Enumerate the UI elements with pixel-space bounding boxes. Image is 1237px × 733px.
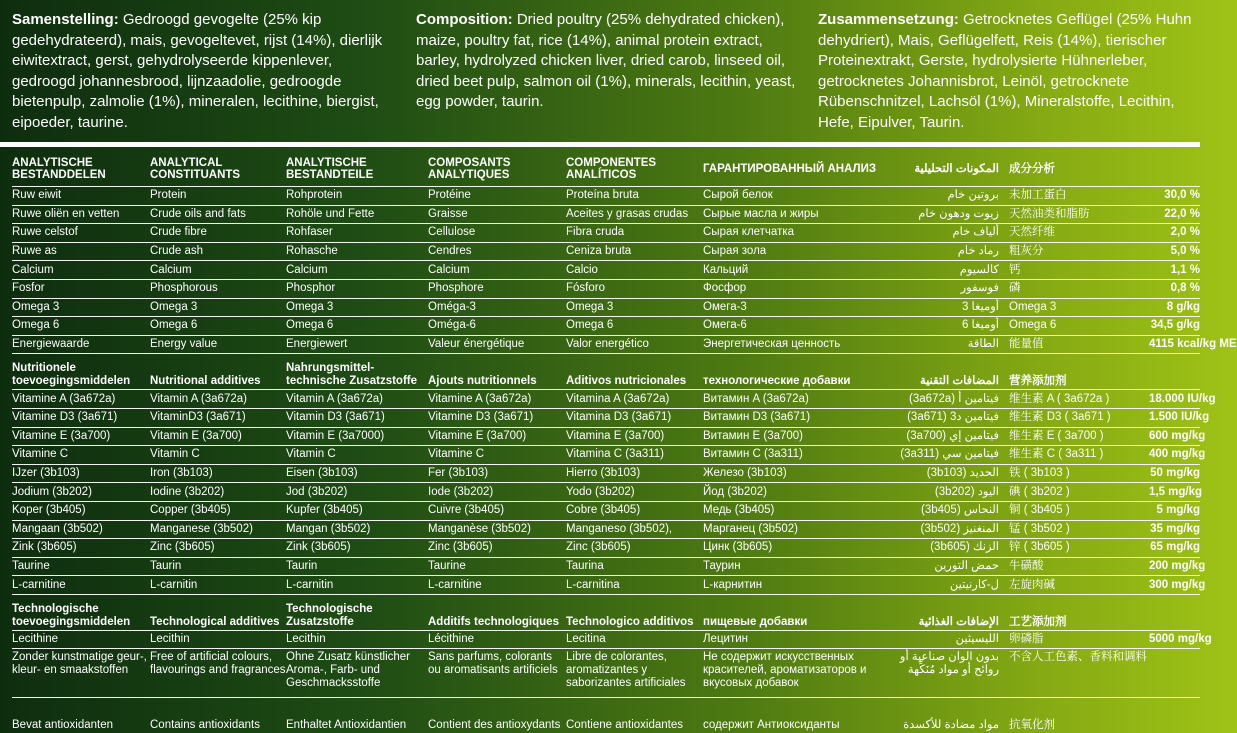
table-cell: Omega 6 [150, 319, 198, 332]
table-row [12, 630, 1212, 649]
table-cell: Lecithin [150, 633, 190, 646]
table-cell: فيتامين إي (3a700) [906, 429, 999, 442]
table-cell: حمض التورين [934, 559, 999, 572]
table-cell: Lecithine [12, 633, 59, 646]
table-cell: رماد خام [957, 245, 999, 258]
table-cell: Protein [150, 189, 187, 202]
table-cell: 成分分析 [1009, 163, 1055, 175]
table-cell: Protéine [428, 189, 471, 202]
table-cell: Медь (3b405) [703, 504, 775, 517]
table-row [12, 538, 1200, 557]
table-cell: المنغنيز (3b502) [920, 522, 999, 535]
table-cell: 300 mg/kg [1149, 578, 1206, 591]
table-cell: Ajouts nutritionnels [428, 375, 537, 388]
table-cell: 抗氧化剂 [1009, 719, 1055, 732]
table-cell: Technological additives [150, 615, 280, 628]
table-cell: Oméga-6 [428, 319, 476, 332]
table-cell: فيتامين د3 (3a671) [907, 411, 999, 424]
table-cell: 营养添加剂 [1009, 375, 1067, 388]
table-cell: Omega 6 [12, 319, 60, 332]
table-cell: 400 mg/kg [1149, 448, 1206, 461]
table-cell: Rohöle und Fette [286, 207, 375, 220]
table-cell: Сырая клетчатка [703, 226, 795, 239]
table-cell: 1,1 % [1170, 263, 1200, 276]
table-cell: Free of artificial colours, flavourings and fragrances [150, 651, 286, 677]
table-row [12, 205, 1200, 224]
table-cell: Omega 6 [286, 319, 334, 332]
table-cell: Vitamine D3 (3a671) [428, 411, 534, 424]
table-cell: 8 g/kg [1166, 300, 1200, 313]
table-cell: Additifs technologiques [428, 615, 559, 628]
table-cell: Calcium [12, 263, 54, 276]
table-cell: زيوت ودهون خام [918, 207, 999, 220]
table-cell: 2,0 % [1170, 226, 1200, 239]
table-cell: 0,8 % [1170, 282, 1200, 295]
table-cell: Jod (3b202) [286, 485, 348, 498]
table-cell: اليود (3b202) [934, 485, 999, 498]
table-cell: Energiewert [286, 338, 348, 351]
table-cell: Contiene antioxidantes [566, 719, 683, 732]
table-cell: Taurina [566, 559, 604, 572]
table-cell: فوسفور [960, 282, 999, 295]
table-cell: Enthaltet Antioxidantien [286, 719, 407, 732]
table-cell: كالسيوم [959, 263, 999, 276]
table-row [12, 557, 1206, 576]
table-cell: Сырая зола [703, 245, 767, 258]
table-cell: 未加工蛋白 [1009, 189, 1067, 202]
table-cell: Zonder kunstmatige geur-, kleur- en smaakstoffen [12, 651, 147, 677]
table-cell: 200 mg/kg [1149, 559, 1206, 572]
table-cell: 5000 mg/kg [1149, 633, 1212, 646]
table-cell: Technologische Zusatzstoffe [286, 602, 373, 628]
table-cell: Витамин C (3a311) [703, 448, 803, 461]
table-cell: Vitamine E (3a700) [12, 429, 111, 442]
table-cell: Libre de colorantes, aromatizantes y saborizantes artificiales [566, 651, 686, 690]
table-cell: 钙 [1009, 263, 1021, 276]
table-cell: Ruw eiwit [12, 189, 62, 202]
table-cell: Rohprotein [286, 189, 343, 202]
table-cell: Iodine (3b202) [150, 485, 225, 498]
table-cell: Hierro (3b103) [566, 467, 641, 480]
table-cell: Taurine [428, 559, 466, 572]
table-cell: Calcium [150, 263, 192, 276]
table-cell: Nutritional additives [150, 375, 261, 388]
table-cell: 5 mg/kg [1156, 504, 1200, 517]
table-cell: Omega 6 [1009, 319, 1057, 332]
table-cell: الزنك (3b605) [930, 541, 999, 554]
table-row [12, 316, 1200, 335]
table-cell: Koper (3b405) [12, 504, 86, 517]
table-cell: النحاس (3b405) [921, 504, 999, 517]
table-cell: Phosphor [286, 282, 336, 295]
table-cell: Vitamina C (3a311) [566, 448, 665, 461]
table-cell: 粗灰分 [1009, 245, 1044, 258]
table-cell: Энергетическая ценность [703, 338, 841, 351]
table-cell: أوميغا 6 [961, 319, 999, 332]
composition-nl-text: Gedroogd gevogelte (25% kip gedehydrateerd), mais, gevogeltevet, rijst (14%), dierlijk eiwitextract, gerst, gehydrolyseerde kippenlever, gedroogd johannesbrood, lijnzaadolie, gedroogde bietenpulp, zalmolie (1%), mineralen, lecithine, biergist, eipoeder, taurine. [12, 11, 383, 131]
table-cell: VitaminD3 (3a671) [150, 411, 246, 424]
table-row [12, 575, 1206, 594]
table-cell: Vitamin A (3a672a) [286, 392, 383, 405]
table-row [12, 279, 1200, 298]
table-cell: Mangan (3b502) [286, 522, 371, 535]
table-cell: 30,0 % [1164, 189, 1200, 202]
table-cell: Phosphore [428, 282, 484, 295]
composition-de [818, 10, 1198, 133]
section-header-row [12, 594, 1200, 630]
table-cell: Ohne Zusatz künstlicher Aroma-, Farb- und Geschmacksstoffe [286, 651, 411, 690]
table-cell: Omega 3 [286, 300, 334, 313]
table-cell: Железо (3b103) [703, 467, 787, 480]
table-row [12, 648, 1200, 697]
table-row [12, 520, 1200, 539]
table-row [12, 408, 1210, 427]
table-cell: Copper (3b405) [150, 504, 231, 517]
table-cell: Zinc (3b605) [566, 541, 631, 554]
table-cell: Valeur énergétique [428, 338, 525, 351]
table-cell: Vitamine A (3a672a) [12, 392, 116, 405]
table-cell: 卵磷脂 [1009, 633, 1044, 646]
table-cell: الإضافات الغذائية [918, 615, 999, 628]
composition-en-text: Dried poultry (25% dehydrated chicken), maize, poultry fat, rice (14%), animal protein extract, barley, hydrolyzed chicken liver, dried carob, linseed oil, dried beet pulp, salmon oil (1%), minerals, lecithin, yeast, egg powder, taurin. [416, 11, 796, 110]
table-row [12, 501, 1200, 520]
table-row [12, 260, 1200, 279]
table-cell: L-carnitine [12, 578, 66, 591]
table-row [12, 427, 1206, 446]
table-cell: Calcium [428, 263, 470, 276]
table-row [12, 697, 1200, 733]
table-cell: Сырой белок [703, 189, 773, 202]
table-cell: Vitamine C [12, 448, 69, 461]
composition-en [416, 10, 796, 113]
table-cell: Фосфор [703, 282, 747, 295]
table-cell: Bevat antioxidanten [12, 719, 114, 732]
table-cell: Cendres [428, 245, 472, 258]
table-header-row [12, 152, 1200, 186]
table-cell: Vitamine E (3a700) [428, 429, 527, 442]
table-cell: Aceites y grasas crudas [566, 207, 689, 220]
table-cell: الطاقة [967, 338, 999, 351]
table-cell: Lecitina [566, 633, 606, 646]
table-cell: 锌 ( 3b605 ) [1009, 541, 1070, 554]
table-cell: Yodo (3b202) [566, 485, 635, 498]
table-cell: Ruwe oliën en vetten [12, 207, 120, 220]
table-cell: Taurin [286, 559, 318, 572]
table-cell: الحديد (3b103) [926, 467, 999, 480]
table-cell: Ruwe celstof [12, 226, 78, 239]
table-cell: 左旋肉碱 [1009, 578, 1055, 591]
table-cell: Taurine [12, 559, 50, 572]
table-cell: Omega 3 [1009, 300, 1057, 313]
table-cell: Oméga-3 [428, 300, 476, 313]
table-cell: Fibra cruda [566, 226, 625, 239]
table-cell: L-carnitine [428, 578, 482, 591]
table-cell: Eisen (3b103) [286, 467, 358, 480]
table-cell: Сырые масла и жиры [703, 207, 819, 220]
table-cell: Марганец (3b502) [703, 522, 799, 535]
table-cell: пищевые добавки [703, 615, 808, 628]
table-row [12, 335, 1237, 354]
table-cell: Таурин [703, 559, 741, 572]
table-cell: Омега-6 [703, 319, 747, 332]
table-cell: Manganese (3b502) [150, 522, 253, 535]
table-cell: Омега-3 [703, 300, 747, 313]
table-cell: المضافات التقنية [920, 375, 999, 388]
table-cell: Ruwe as [12, 245, 57, 258]
table-cell: Rohfaser [286, 226, 333, 239]
table-cell: بروتين خام [947, 189, 999, 202]
table-cell: Manganeso (3b502), [566, 522, 673, 535]
table-cell: Manganèse (3b502) [428, 522, 531, 535]
table-cell: Vitamine A (3a672a) [428, 392, 532, 405]
table-cell: L-карнитин [703, 578, 763, 591]
table-cell: Vitamin C [150, 448, 200, 461]
table-cell: Omega 6 [566, 319, 614, 332]
table-cell: Cobre (3b405) [566, 504, 641, 517]
table-cell: Lécithine [428, 633, 475, 646]
table-cell: 铁 ( 3b103 ) [1009, 467, 1070, 480]
table-cell: COMPONENTES ANALÍTICOS [566, 157, 657, 181]
table-cell: 锰 ( 3b502 ) [1009, 522, 1070, 535]
table-cell: Crude fibre [150, 226, 207, 239]
table-cell: Crude ash [150, 245, 204, 258]
table-cell: Fer (3b103) [428, 467, 489, 480]
table-cell: أوميغا 3 [961, 300, 999, 313]
table-cell: Contient des antioxydants [428, 719, 561, 732]
table-cell: Cellulose [428, 226, 476, 239]
table-cell: ل-كارنيتين [949, 578, 999, 591]
table-cell: Omega 3 [150, 300, 198, 313]
table-cell: Iode (3b202) [428, 485, 494, 498]
table-cell: Mangaan (3b502) [12, 522, 103, 535]
table-row [12, 389, 1216, 408]
table-cell: Цинк (3b605) [703, 541, 773, 554]
table-cell: 维生素 A ( 3a672a ) [1009, 392, 1110, 405]
table-cell: Vitamin A (3a672a) [150, 392, 247, 405]
table-cell: بدون الوان صناعية أو روائح أو مواد مُنَكِّهة [899, 651, 999, 677]
table-cell: Лецитин [703, 633, 748, 646]
table-cell: Ceniza bruta [566, 245, 632, 258]
table-cell: технологические добавки [703, 375, 851, 388]
table-cell: Technologische toevoegingsmiddelen [12, 602, 131, 628]
table-cell: ГАРАНТИРОВАННЫЙ АНАЛИЗ [703, 163, 877, 175]
table-cell: COMPOSANTS ANALYTIQUES [428, 157, 511, 181]
table-cell: Zinc (3b605) [150, 541, 215, 554]
table-cell: 5,0 % [1170, 245, 1200, 258]
table-cell: 磷 [1009, 282, 1021, 295]
table-cell: Calcio [566, 263, 598, 276]
table-cell: فيتامين أ (3a672a) [909, 392, 999, 405]
table-cell: 600 mg/kg [1149, 429, 1206, 442]
table-cell: Lecithin [286, 633, 326, 646]
table-cell: Rohasche [286, 245, 338, 258]
table-cell: Vitamina E (3a700) [566, 429, 665, 442]
section-divider [0, 142, 1200, 147]
composition-intro [0, 0, 1200, 142]
table-cell: 能量值 [1009, 338, 1044, 351]
table-cell: ANALYTISCHE BESTANDTEILE [286, 157, 374, 181]
table-cell: Не содержит искусственных красителей, ароматизаторов и вкусовых добавок [703, 651, 867, 690]
table-cell: 35 mg/kg [1150, 522, 1200, 535]
table-cell: 22,0 % [1164, 207, 1200, 220]
table-cell: Vitamine D3 (3a671) [12, 411, 118, 424]
table-cell: Vitamina A (3a672a) [566, 392, 670, 405]
table-cell: Витамин D3 (3a671) [703, 411, 811, 424]
table-cell: Vitamin E (3a7000) [286, 429, 385, 442]
table-cell: Calcium [286, 263, 328, 276]
table-cell: 4115 kcal/kg ME [1149, 338, 1237, 351]
table-cell: مواد مضادة للأكسدة [903, 719, 999, 732]
table-cell: Phosphorous [150, 282, 218, 295]
table-cell: Nahrungsmittel-technische Zusatzstoffe [286, 362, 417, 388]
table-cell: Crude oils and fats [150, 207, 246, 220]
table-cell: L-carnitin [150, 578, 198, 591]
table-cell: Contains antioxidants [150, 719, 260, 732]
composition-de-label: Zusammensetzung: [818, 11, 959, 28]
table-cell: Zink (3b605) [286, 541, 351, 554]
table-cell: Nutritionele toevoegingsmiddelen [12, 362, 131, 388]
table-cell: ANALYTICAL CONSTITUANTS [150, 157, 241, 181]
table-cell: Omega 3 [566, 300, 614, 313]
table-row [12, 242, 1200, 261]
table-row [12, 298, 1200, 317]
table-cell: 34,5 g/kg [1150, 319, 1200, 332]
table-cell: الليسيثين [955, 633, 999, 646]
table-cell: IJzer (3b103) [12, 467, 80, 480]
table-cell: Zink (3b605) [12, 541, 77, 554]
table-cell: Fosfor [12, 282, 45, 295]
table-row [12, 482, 1203, 501]
table-cell: Graisse [428, 207, 468, 220]
table-cell: ألياف خام [952, 226, 999, 239]
table-cell: 65 mg/kg [1150, 541, 1200, 554]
section-header-row [12, 353, 1200, 389]
table-row [12, 464, 1200, 483]
table-row [12, 186, 1200, 205]
table-cell: Omega 3 [12, 300, 60, 313]
table-cell: 铜 ( 3b405 ) [1009, 504, 1070, 517]
table-cell: Vitamin D3 (3a671) [286, 411, 385, 424]
table-cell: 不含人工色素、香料和调料 [1009, 651, 1147, 664]
table-cell: L-carnitin [286, 578, 334, 591]
table-cell: 维生素 D3 ( 3a671 ) [1009, 411, 1111, 424]
table-cell: 1.500 IU/kg [1149, 411, 1210, 424]
table-cell: Energiewaarde [12, 338, 90, 351]
table-cell: 1,5 mg/kg [1149, 485, 1203, 498]
table-cell: Vitamina D3 (3a671) [566, 411, 672, 424]
composition-nl [12, 10, 392, 133]
table-cell: Vitamin E (3a700) [150, 429, 242, 442]
table-cell: Sans parfums, colorants ou aromatisants artificiels [428, 651, 558, 677]
table-cell: المكونات التحليلية [914, 163, 999, 175]
table-cell: 维生素 C ( 3a311 ) [1009, 448, 1104, 461]
table-cell: Energy value [150, 338, 218, 351]
table-cell: 天然油类和脂肪 [1009, 207, 1090, 220]
table-cell: Витамин E (3a700) [703, 429, 804, 442]
table-cell: Vitamin C [286, 448, 336, 461]
table-cell: 50 mg/kg [1150, 467, 1200, 480]
composition-en-label: Composition: [416, 11, 513, 28]
composition-de-text: Getrocknetes Geflügel (25% Huhn dehydriert), Mais, Geflügelfett, Reis (14%), tierischer Proteinextrakt, Gerste, hydrolysierte Hühnerleber, getrocknetes Johannisbrot, Leinöl, getrocknete Rübenschnitzel, Lachsöl (1%), Mineralstoffe, Lecithin, Hefe, Eipulver, Taurin. [818, 11, 1192, 131]
table-cell: ANALYTISCHE BESTANDDELEN [12, 157, 106, 181]
table-cell: Technologico additivos [566, 615, 694, 628]
table-cell: Cuivre (3b405) [428, 504, 505, 517]
table-cell: 天然纤维 [1009, 226, 1055, 239]
table-cell: Fósforo [566, 282, 605, 295]
table-cell: Valor energético [566, 338, 649, 351]
table-cell: فيتامين سي (3a311) [900, 448, 999, 461]
table-cell: Витамин A (3a672a) [703, 392, 809, 405]
composition-nl-label: Samenstelling: [12, 11, 119, 28]
table-cell: Vitamine C [428, 448, 485, 461]
table-cell: Aditivos nutricionales [566, 375, 687, 388]
table-cell: Iron (3b103) [150, 467, 213, 480]
table-cell: 工艺添加剂 [1009, 615, 1067, 628]
table-cell: Kupfer (3b405) [286, 504, 363, 517]
analysis-table [12, 152, 1237, 733]
table-cell: 碘 ( 3b202 ) [1009, 485, 1070, 498]
table-cell: Taurin [150, 559, 182, 572]
table-cell: Кальций [703, 263, 749, 276]
table-cell: Zinc (3b605) [428, 541, 493, 554]
table-cell: 18.000 IU/kg [1149, 392, 1216, 405]
table-row [12, 223, 1200, 242]
table-cell: Йод (3b202) [703, 485, 767, 498]
table-cell: содержит Антиоксиданты [703, 719, 840, 732]
table-cell: Jodium (3b202) [12, 485, 92, 498]
table-row [12, 445, 1206, 464]
table-cell: 维生素 E ( 3a700 ) [1009, 429, 1104, 442]
table-cell: Proteína bruta [566, 189, 639, 202]
table-cell: L-carnitina [566, 578, 620, 591]
table-cell: 牛磺酸 [1009, 559, 1044, 572]
